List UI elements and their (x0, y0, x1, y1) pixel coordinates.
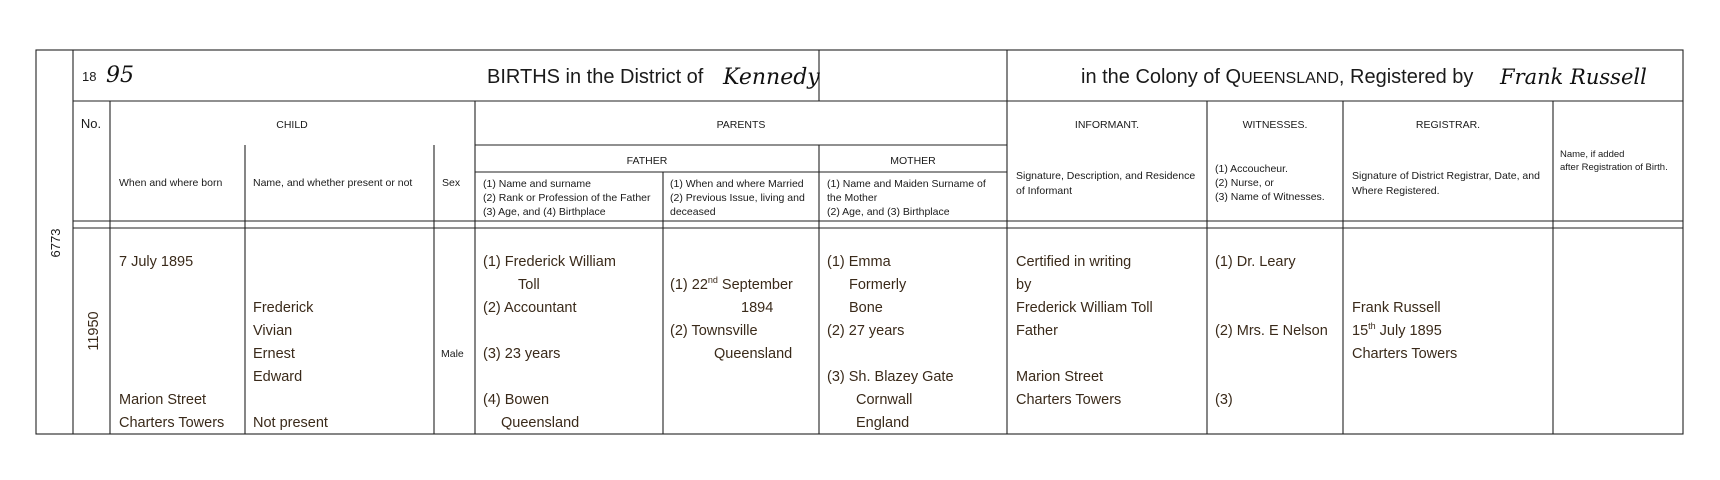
informant-line: Certified in writing (1016, 254, 1132, 270)
header-mother-details (827, 178, 989, 218)
header-father-details-line: (1) Name and surname (483, 178, 591, 190)
header-mother-details-line: the Mother (827, 192, 878, 204)
header-witnesses: WITNESSES. (1242, 119, 1308, 131)
header-mother: MOTHER (890, 155, 936, 167)
header-name-added-line: Name, if added (1560, 149, 1625, 160)
mother-birthplace-1: (3) Sh. Blazey Gate (827, 369, 954, 385)
header-registrar-details-line: Where Registered. (1352, 185, 1440, 197)
father-rank: (2) Accountant (483, 300, 577, 316)
header-father-details-line: (2) Rank or Profession of the Father (483, 192, 651, 204)
marriage-date-b: September (717, 277, 793, 293)
born-place-line: Charters Towers (119, 415, 225, 431)
header-witness-details-line: (1) Accoucheur. (1215, 163, 1288, 175)
informant-line: Charters Towers (1016, 392, 1122, 408)
page-number: 6773 (48, 228, 63, 258)
header-name-added-line: after Registration of Birth. (1560, 162, 1668, 173)
header-parents: PARENTS (716, 119, 766, 131)
child-name-line: Vivian (253, 323, 293, 339)
father-name-1: (1) Frederick William (483, 254, 616, 270)
header-marriage-details (670, 178, 808, 218)
born-date: 7 July 1895 (119, 254, 194, 270)
header-informant: INFORMANT. (1074, 119, 1140, 131)
mother-age: (2) 27 years (827, 323, 905, 339)
header-marriage-details-line: (1) When and where Married (670, 178, 804, 190)
marriage-date (670, 275, 793, 293)
header-no: No. (80, 116, 102, 131)
mother-birthplace-3: England (856, 415, 910, 431)
witness-2: (2) Mrs. E Nelson (1215, 323, 1328, 339)
header-name-present: Name, and whether present or not (253, 177, 413, 189)
informant-line: by (1016, 277, 1032, 293)
register-title: BIRTHS in the District of (487, 66, 704, 88)
informant-line: Father (1016, 323, 1058, 339)
informant-line: Marion Street (1016, 369, 1104, 385)
registrar-place: Charters Towers (1352, 346, 1458, 362)
district-name: Kennedy (723, 65, 820, 90)
header-father-details-line: (3) Age, and (4) Birthplace (483, 206, 606, 218)
marriage-place-2: Queensland (714, 346, 793, 362)
year-prefix: 18 (82, 69, 97, 84)
header-child: CHILD (276, 119, 308, 131)
header-registrar: REGISTRAR. (1415, 119, 1481, 131)
father-age: (3) 23 years (483, 346, 561, 362)
header-informant-details (1016, 170, 1198, 197)
marriage-date-sup: nd (707, 275, 718, 285)
colony-text-a: in the Colony of Q (1081, 66, 1242, 88)
colony-text-b: UEENSLAND (1241, 70, 1339, 87)
registrar-date-a: 15 (1352, 323, 1369, 339)
header-mother-details-line: (2) Age, and (3) Birthplace (827, 206, 950, 218)
born-place (119, 392, 224, 431)
informant-line: Frederick William Toll (1016, 300, 1153, 316)
father-birthplace-1: (4) Bowen (483, 392, 550, 408)
registrar-date-sup: th (1368, 321, 1376, 331)
registered-by: Frank Russell (1500, 65, 1647, 89)
marriage-date-a: (1) 22 (670, 277, 708, 293)
child-names (253, 300, 317, 385)
header-father: FATHER (626, 155, 668, 167)
marriage-year: 1894 (741, 300, 774, 316)
registrar-date (1352, 321, 1442, 339)
header-witness-details (1215, 163, 1325, 203)
mother-name-3: Bone (849, 300, 883, 316)
born-place-line: Marion Street (119, 392, 207, 408)
child-present: Not present (253, 415, 328, 431)
child-name-line: Edward (253, 369, 303, 385)
entry-number: 11950 (86, 311, 102, 351)
informant-details (1016, 254, 1157, 408)
header-informant-details-line: Signature, Description, and Residence (1016, 170, 1196, 182)
father-name-2: Toll (518, 277, 540, 293)
header-mother-details-line: (1) Name and Maiden Surname of (827, 178, 986, 190)
child-name-line: Frederick (253, 300, 314, 316)
header-registrar-details (1352, 170, 1543, 197)
header-father-details (483, 178, 653, 218)
header-when-where-born: When and where born (119, 177, 223, 189)
year-suffix: 95 (106, 63, 134, 88)
mother-name-2: Formerly (849, 277, 907, 293)
registrar-date-b: July 1895 (1375, 323, 1442, 339)
witness-3: (3) (1215, 392, 1233, 408)
child-name-line: Ernest (253, 346, 295, 362)
header-witness-details-line: (3) Name of Witnesses. (1215, 191, 1325, 203)
header-sex: Sex (442, 177, 461, 189)
child-sex: Male (441, 348, 464, 360)
header-witness-details-line: (2) Nurse, or (1215, 177, 1274, 189)
mother-name-1: (1) Emma (827, 254, 891, 270)
header-name-added (1560, 149, 1668, 173)
header-informant-details-line: of Informant (1016, 185, 1073, 197)
mother-birthplace-2: Cornwall (856, 392, 913, 408)
header-marriage-details-line: deceased (670, 206, 716, 218)
marriage-place-1: (2) Townsville (670, 323, 758, 339)
header-marriage-details-line: (2) Previous Issue, living and (670, 192, 805, 204)
registrar-name: Frank Russell (1352, 300, 1441, 316)
colony-text-c: , Registered by (1338, 66, 1474, 88)
colony-text (1081, 66, 1473, 88)
witness-1: (1) Dr. Leary (1215, 254, 1296, 270)
header-registrar-details-line: Signature of District Registrar, Date, and (1352, 170, 1540, 182)
father-birthplace-2: Queensland (501, 415, 580, 431)
